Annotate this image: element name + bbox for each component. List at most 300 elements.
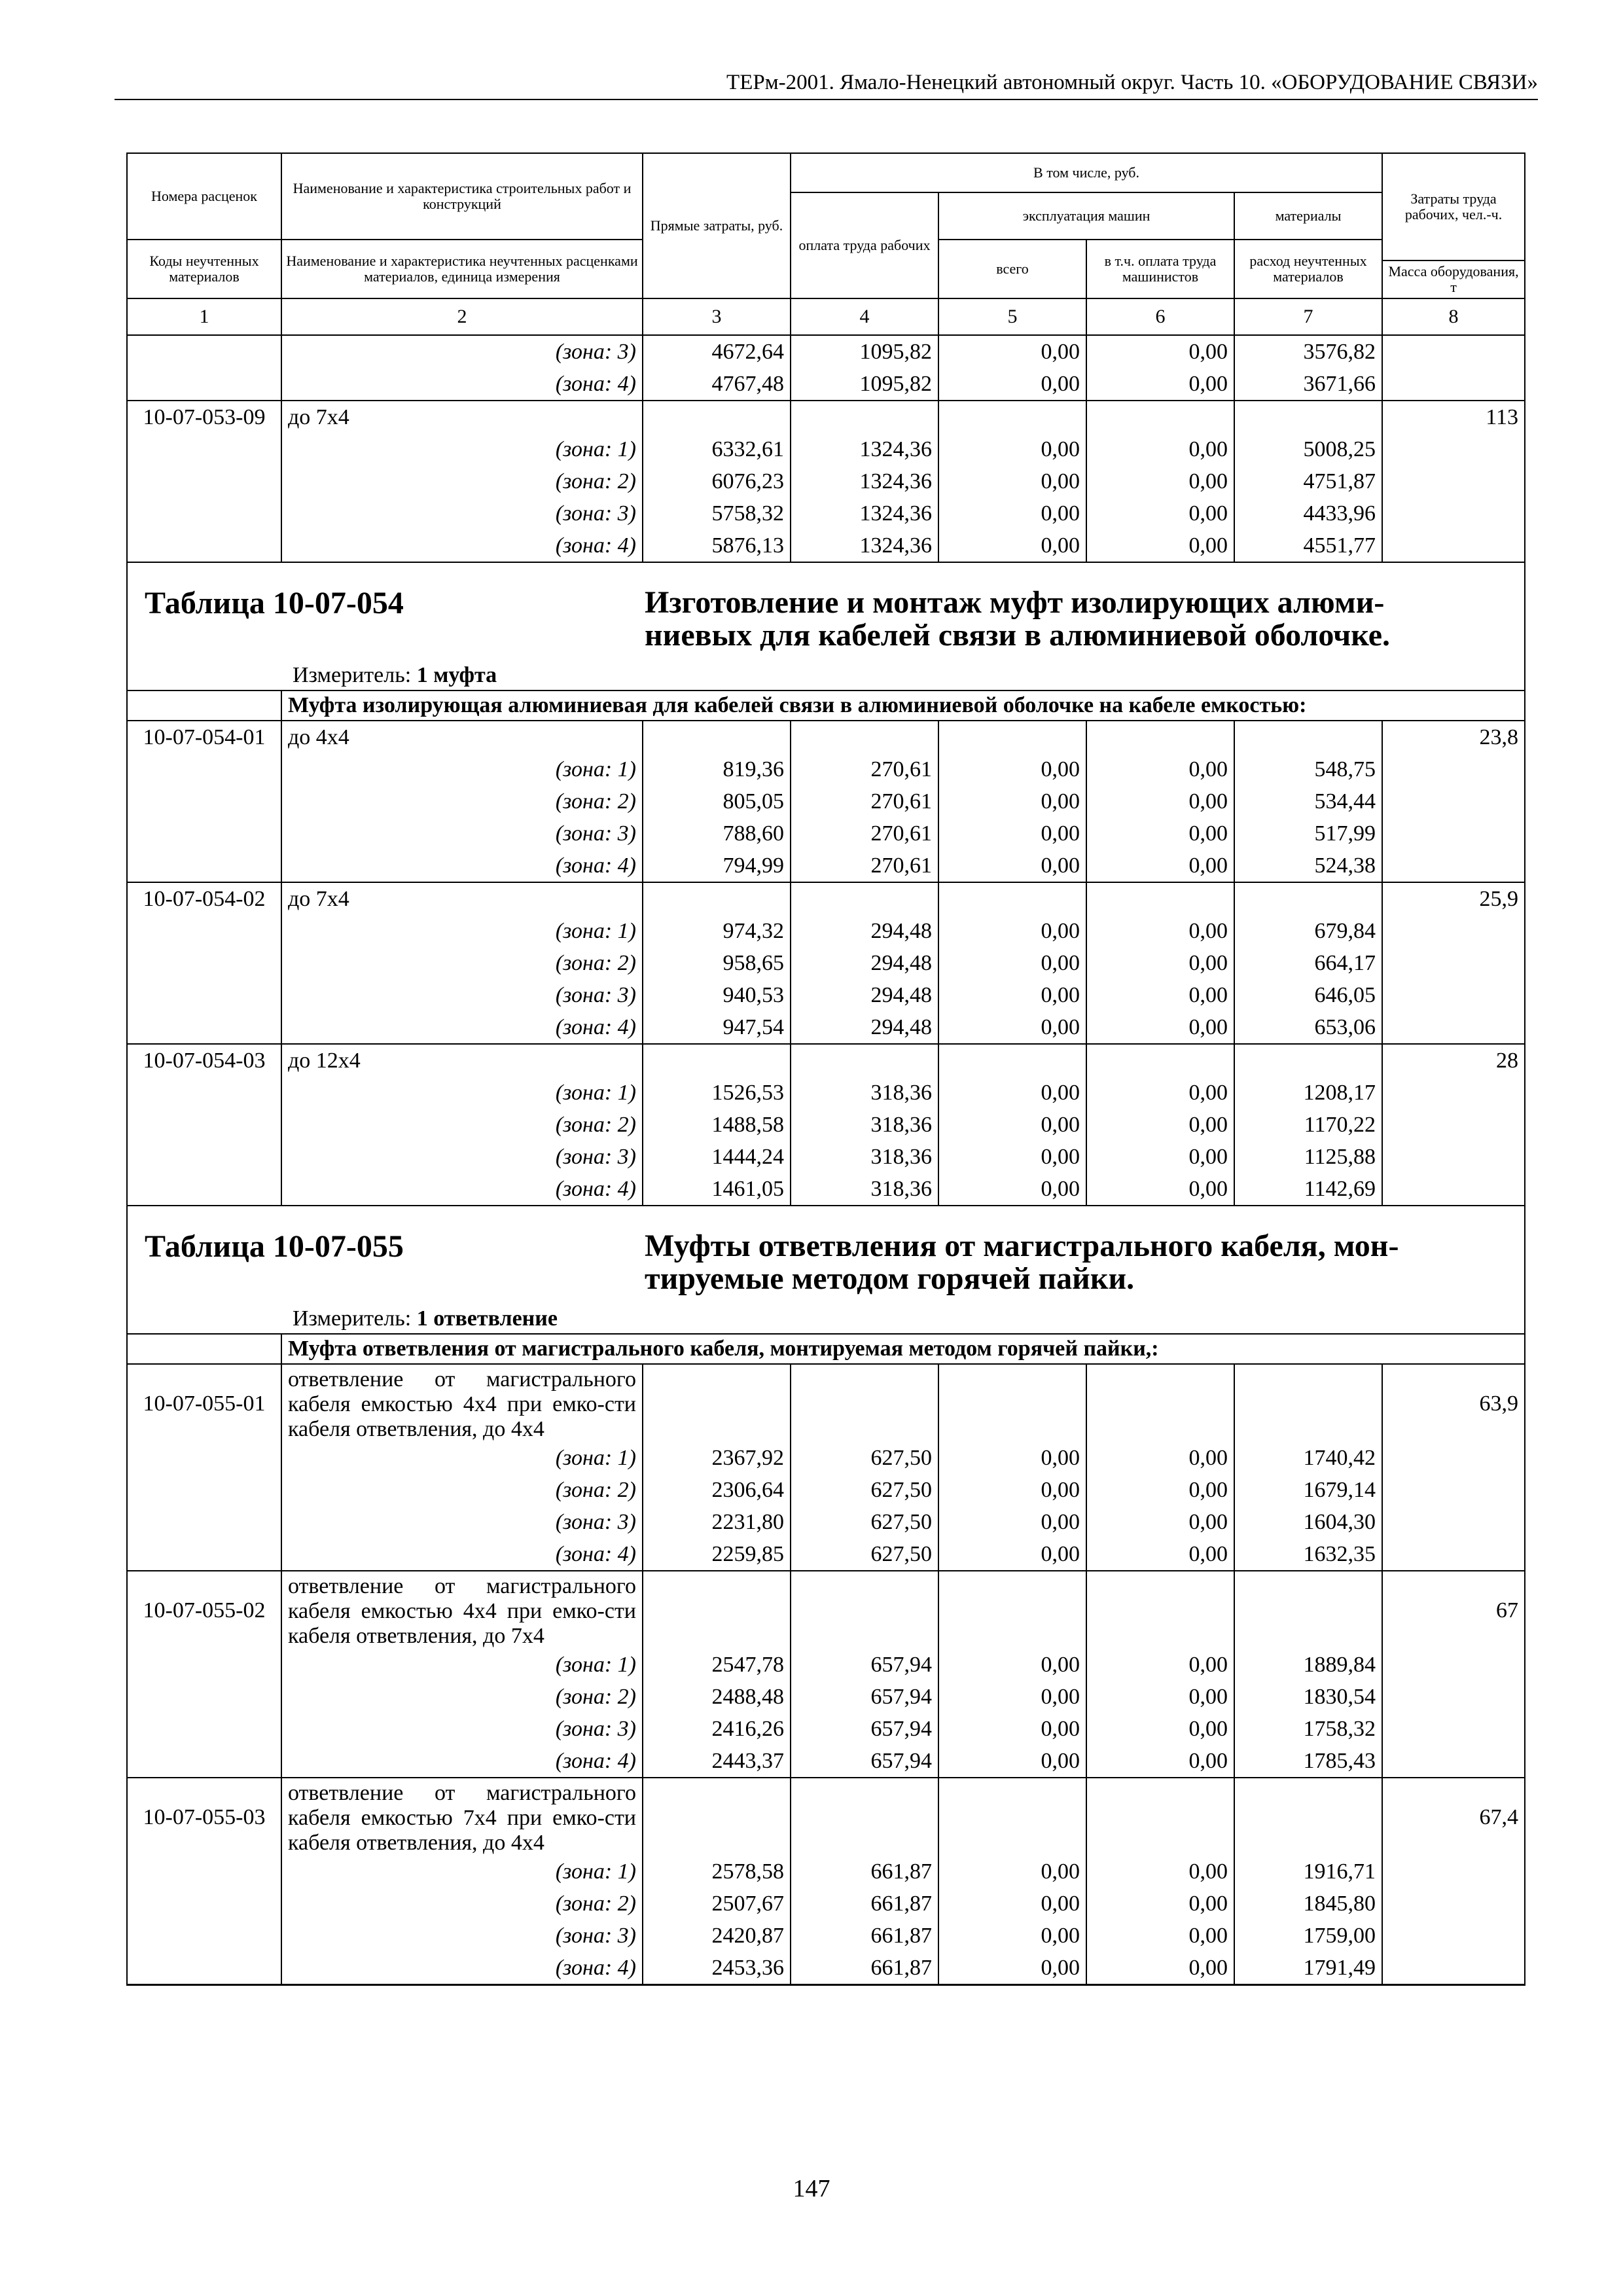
empty-cell [791,1778,938,1856]
col-material-name-header: Наименование и характеристика неучтенных расценками материалов, единица измерения [281,240,643,298]
operators-pay-value: 0,00 [1086,1141,1234,1173]
operators-pay-value: 0,00 [1086,335,1234,368]
labor-pay-value: 661,87 [791,1856,938,1888]
column-index: 7 [1234,298,1382,335]
rate-code-cell [127,1745,281,1778]
labor-pay-value: 661,87 [791,1952,938,1985]
labor-hours-cell [1382,785,1525,817]
zone-label: (зона: 2) [281,1681,643,1713]
col-labor-pay-header: оплата труда рабочих [791,192,938,298]
column-index: 4 [791,298,938,335]
direct-costs-value: 2259,85 [643,1538,791,1571]
machines-header: эксплуатация машин [938,192,1234,240]
rate-item-row [127,1044,1525,1077]
empty-cell [938,1044,1086,1077]
table-row [127,785,1525,817]
labor-hours-cell [1382,1681,1525,1713]
rate-code-cell [127,1888,281,1920]
direct-costs-value: 4672,64 [643,335,791,368]
rate-name: до 4x4 [281,721,643,753]
labor-hours-cell [1382,1109,1525,1141]
section-subheader-row [127,1334,1525,1364]
labor-pay-value: 661,87 [791,1888,938,1920]
rate-item-row [127,1778,1525,1856]
labor-pay-value: 1324,36 [791,465,938,497]
materials-value: 4751,87 [1234,465,1382,497]
rates-table [126,152,1525,1986]
rate-code-cell [127,1538,281,1571]
zone-label: (зона: 3) [281,1920,643,1952]
labor-hours-value: 67,4 [1382,1778,1525,1856]
zone-label: (зона: 4) [281,1745,643,1778]
labor-pay-value: 657,94 [791,1681,938,1713]
rate-code: 10-07-053-09 [127,401,281,433]
labor-pay-value: 1095,82 [791,335,938,368]
materials-value: 653,06 [1234,1011,1382,1044]
empty-cell [791,401,938,433]
labor-hours-cell [1382,433,1525,465]
table-row [127,1649,1525,1681]
labor-pay-value: 318,36 [791,1173,938,1206]
direct-costs-value: 805,05 [643,785,791,817]
operators-pay-value: 0,00 [1086,1474,1234,1506]
labor-pay-value: 1095,82 [791,368,938,401]
measurement-value: 1 муфта [416,663,497,687]
materials-value: 679,84 [1234,915,1382,947]
empty-cell [938,1364,1086,1442]
zone-label: (зона: 4) [281,1173,643,1206]
labor-pay-value: 627,50 [791,1538,938,1571]
machines-total-value: 0,00 [938,368,1086,401]
direct-costs-value: 2443,37 [643,1745,791,1778]
col-machines-total-header: всего [938,240,1086,298]
rate-name: ответвление от магистрального кабеля емкостью 4x4 при емко-сти кабеля ответвления, до 7x4 [281,1571,643,1649]
rate-code-cell [127,947,281,979]
rate-item-row [127,882,1525,915]
empty-cell [1086,1044,1234,1077]
zone-label: (зона: 1) [281,1077,643,1109]
table-row [127,1474,1525,1506]
operators-pay-value: 0,00 [1086,817,1234,850]
direct-costs-value: 1444,24 [643,1141,791,1173]
labor-hours-value: 28 [1382,1044,1525,1077]
zone-label: (зона: 1) [281,1649,643,1681]
rate-code-cell [127,1856,281,1888]
empty-cell [791,882,938,915]
materials-value: 524,38 [1234,850,1382,882]
direct-costs-value: 2416,26 [643,1713,791,1745]
machines-total-value: 0,00 [938,1649,1086,1681]
labor-pay-value: 627,50 [791,1474,938,1506]
table-row [127,753,1525,785]
table-row [127,947,1525,979]
materials-value: 5008,25 [1234,433,1382,465]
direct-costs-value: 2367,92 [643,1442,791,1474]
labor-pay-value: 294,48 [791,979,938,1011]
labor-hours-cell [1382,1920,1525,1952]
rate-code-cell [127,1649,281,1681]
col-equipment-mass-header: Масса оборудования, т [1382,260,1525,298]
materials-value: 1679,14 [1234,1474,1382,1506]
table-title: Изготовление и монтаж муфт изолирующих алюми-ниевых для кабелей связи в алюминиевой оболочке. [645,585,1390,653]
measurement-label: Измеритель: [293,663,412,687]
machines-total-value: 0,00 [938,1920,1086,1952]
materials-value: 1785,43 [1234,1745,1382,1778]
empty-cell [1234,1571,1382,1649]
labor-hours-cell [1382,529,1525,562]
rate-code: 10-07-054-01 [127,721,281,753]
empty-cell [938,1778,1086,1856]
zone-label: (зона: 3) [281,1141,643,1173]
labor-hours-cell [1382,1442,1525,1474]
zone-label: (зона: 2) [281,1109,643,1141]
table-title: Муфты ответвления от магистрального кабеля, мон-тируемые методом горячей пайки. [645,1229,1399,1296]
table-row [127,529,1525,562]
labor-hours-value: 25,9 [1382,882,1525,915]
operators-pay-value: 0,00 [1086,979,1234,1011]
table-row [127,433,1525,465]
labor-hours-cell [1382,1011,1525,1044]
table-row [127,1920,1525,1952]
zone-label: (зона: 2) [281,1474,643,1506]
zone-label: (зона: 1) [281,1442,643,1474]
section-subheader-row [127,691,1525,721]
empty-cell [791,1571,938,1649]
materials-value: 1208,17 [1234,1077,1382,1109]
operators-pay-value: 0,00 [1086,915,1234,947]
zone-label: (зона: 1) [281,915,643,947]
zone-label: (зона: 4) [281,368,643,401]
empty-cell [1234,1778,1382,1856]
machines-total-value: 0,00 [938,1506,1086,1538]
materials-value: 1889,84 [1234,1649,1382,1681]
table-row [127,335,1525,368]
operators-pay-value: 0,00 [1086,1888,1234,1920]
table-row [127,1952,1525,1985]
empty-cell [791,1044,938,1077]
labor-pay-value: 627,50 [791,1442,938,1474]
rate-item-row [127,401,1525,433]
col-direct-costs-header: Прямые затраты, руб. [643,153,791,298]
direct-costs-value: 2578,58 [643,1856,791,1888]
rate-code-cell [127,785,281,817]
machines-total-value: 0,00 [938,1952,1086,1985]
rate-code-cell [127,850,281,882]
labor-hours-cell [1382,1173,1525,1206]
rate-code-cell [127,1474,281,1506]
measurement-unit [128,652,1524,690]
direct-costs-value: 2453,36 [643,1952,791,1985]
rate-code-cell [127,1506,281,1538]
table-row [127,1011,1525,1044]
rate-code-cell [127,979,281,1011]
empty-cell [643,721,791,753]
labor-pay-value: 661,87 [791,1920,938,1952]
labor-hours-cell [1382,1141,1525,1173]
table-title-block [127,562,1525,691]
materials-value: 4433,96 [1234,497,1382,529]
zone-label: (зона: 3) [281,335,643,368]
operators-pay-value: 0,00 [1086,497,1234,529]
rate-code-cell [127,915,281,947]
operators-pay-value: 0,00 [1086,1109,1234,1141]
operators-pay-value: 0,00 [1086,1952,1234,1985]
empty-cell [938,882,1086,915]
operators-pay-value: 0,00 [1086,529,1234,562]
direct-costs-value: 1526,53 [643,1077,791,1109]
machines-total-value: 0,00 [938,1077,1086,1109]
zone-label: (зона: 3) [281,979,643,1011]
empty-cell [1086,721,1234,753]
rate-code-cell [127,817,281,850]
table-header [127,153,1525,335]
direct-costs-value: 2231,80 [643,1506,791,1538]
direct-costs-value: 947,54 [643,1011,791,1044]
labor-hours-cell [1382,753,1525,785]
table-row [127,465,1525,497]
operators-pay-value: 0,00 [1086,1173,1234,1206]
zone-label: (зона: 1) [281,753,643,785]
zone-label: (зона: 2) [281,785,643,817]
empty-cell [643,1044,791,1077]
zone-label: (зона: 4) [281,529,643,562]
rate-name: до 7x4 [281,401,643,433]
empty-cell [1086,1571,1234,1649]
materials-value: 534,44 [1234,785,1382,817]
labor-pay-value: 657,94 [791,1745,938,1778]
direct-costs-value: 788,60 [643,817,791,850]
labor-pay-value: 1324,36 [791,497,938,529]
empty-cell [643,401,791,433]
materials-header: материалы [1234,192,1382,240]
labor-pay-value: 318,36 [791,1077,938,1109]
table-row [127,817,1525,850]
machines-total-value: 0,00 [938,529,1086,562]
empty-cell [127,691,281,721]
operators-pay-value: 0,00 [1086,465,1234,497]
labor-hours-cell [1382,1649,1525,1681]
empty-cell [1234,721,1382,753]
rate-name: до 7x4 [281,882,643,915]
labor-hours-cell [1382,1506,1525,1538]
table-row [127,850,1525,882]
empty-cell [1234,882,1382,915]
col-unaccounted-materials-header: расход неучтенных материалов [1234,240,1382,298]
rate-code-cell [127,1077,281,1109]
labor-hours-cell [1382,335,1525,368]
table-row [127,1442,1525,1474]
direct-costs-value: 2488,48 [643,1681,791,1713]
empty-cell [938,1571,1086,1649]
table-row [127,979,1525,1011]
table-number: Таблица 10-07-054 [145,586,404,620]
empty-cell [1234,401,1382,433]
labor-hours-cell [1382,1952,1525,1985]
materials-value: 4551,77 [1234,529,1382,562]
column-index-row [127,298,1525,335]
column-index: 8 [1382,298,1525,335]
empty-cell [1086,882,1234,915]
operators-pay-value: 0,00 [1086,368,1234,401]
machines-total-value: 0,00 [938,979,1086,1011]
direct-costs-value: 4767,48 [643,368,791,401]
operators-pay-value: 0,00 [1086,1011,1234,1044]
direct-costs-value: 2507,67 [643,1888,791,1920]
materials-value: 1830,54 [1234,1681,1382,1713]
rate-code-cell [127,1713,281,1745]
machines-total-value: 0,00 [938,1888,1086,1920]
rate-code: 10-07-055-01 [127,1364,281,1442]
direct-costs-value: 2306,64 [643,1474,791,1506]
materials-value: 1758,32 [1234,1713,1382,1745]
machines-total-value: 0,00 [938,1713,1086,1745]
rate-code-cell [127,1920,281,1952]
machines-total-value: 0,00 [938,1109,1086,1141]
machines-total-value: 0,00 [938,1173,1086,1206]
rate-code: 10-07-054-03 [127,1044,281,1077]
col-material-codes-header: Коды неучтенных материалов [127,240,281,298]
table-number: Таблица 10-07-055 [145,1229,404,1264]
materials-value: 1632,35 [1234,1538,1382,1571]
table-row [127,1713,1525,1745]
column-index: 5 [938,298,1086,335]
table-row [127,368,1525,401]
materials-value: 3671,66 [1234,368,1382,401]
rate-code-cell [127,1011,281,1044]
labor-pay-value: 270,61 [791,753,938,785]
zone-label: (зона: 4) [281,1011,643,1044]
col-rate-number-header: Номера расценок [127,153,281,240]
rate-code-cell [127,465,281,497]
col-labor-hours-header: Затраты труда рабочих, чел.-ч. [1382,153,1525,260]
machines-total-value: 0,00 [938,1745,1086,1778]
labor-pay-value: 1324,36 [791,433,938,465]
column-index: 3 [643,298,791,335]
empty-cell [1234,1044,1382,1077]
machines-total-value: 0,00 [938,915,1086,947]
empty-cell [643,1364,791,1442]
operators-pay-value: 0,00 [1086,753,1234,785]
zone-label: (зона: 2) [281,947,643,979]
materials-value: 1740,42 [1234,1442,1382,1474]
zone-label: (зона: 1) [281,1856,643,1888]
zone-label: (зона: 2) [281,465,643,497]
direct-costs-value: 1461,05 [643,1173,791,1206]
rate-code: 10-07-055-03 [127,1778,281,1856]
empty-cell [643,882,791,915]
empty-cell [791,1364,938,1442]
machines-total-value: 0,00 [938,817,1086,850]
empty-cell [127,1334,281,1364]
operators-pay-value: 0,00 [1086,785,1234,817]
table-row [127,915,1525,947]
rate-code-cell [127,1173,281,1206]
zone-label: (зона: 1) [281,433,643,465]
labor-hours-cell [1382,1888,1525,1920]
labor-pay-value: 627,50 [791,1506,938,1538]
rate-code-cell [127,433,281,465]
direct-costs-value: 2420,87 [643,1920,791,1952]
materials-value: 3576,82 [1234,335,1382,368]
running-header [115,71,1538,100]
machines-total-value: 0,00 [938,850,1086,882]
machines-total-value: 0,00 [938,1856,1086,1888]
materials-value: 1125,88 [1234,1141,1382,1173]
labor-pay-value: 294,48 [791,1011,938,1044]
operators-pay-value: 0,00 [1086,1681,1234,1713]
materials-value: 646,05 [1234,979,1382,1011]
labor-pay-value: 270,61 [791,785,938,817]
labor-hours-cell [1382,1077,1525,1109]
labor-hours-value: 23,8 [1382,721,1525,753]
labor-pay-value: 1324,36 [791,529,938,562]
table-row [127,1506,1525,1538]
col-work-name-header: Наименование и характеристика строительных работ и конструкций [281,153,643,240]
col-operators-pay-header: в т.ч. оплата труда машинистов [1086,240,1234,298]
rate-code-cell [127,1442,281,1474]
table-title-row [127,562,1525,691]
table-row [127,1141,1525,1173]
column-index: 2 [281,298,643,335]
machines-total-value: 0,00 [938,335,1086,368]
rate-code-cell [127,1141,281,1173]
measurement-unit [128,1295,1524,1333]
operators-pay-value: 0,00 [1086,1745,1234,1778]
machines-total-value: 0,00 [938,753,1086,785]
zone-label: (зона: 3) [281,497,643,529]
direct-costs-value: 940,53 [643,979,791,1011]
labor-hours-cell [1382,497,1525,529]
table-row [127,1173,1525,1206]
table-row [127,1109,1525,1141]
labor-hours-cell [1382,1745,1525,1778]
rate-name: ответвление от магистрального кабеля емкостью 7x4 при емко-сти кабеля ответвления, до 4x4 [281,1778,643,1856]
operators-pay-value: 0,00 [1086,1442,1234,1474]
machines-total-value: 0,00 [938,785,1086,817]
labor-pay-value: 318,36 [791,1109,938,1141]
labor-hours-cell [1382,817,1525,850]
direct-costs-value: 1488,58 [643,1109,791,1141]
labor-pay-value: 270,61 [791,817,938,850]
operators-pay-value: 0,00 [1086,1077,1234,1109]
zone-label: (зона: 4) [281,1538,643,1571]
labor-pay-value: 294,48 [791,947,938,979]
empty-cell [643,1778,791,1856]
table-title-row [127,1206,1525,1334]
labor-pay-value: 657,94 [791,1713,938,1745]
measurement-label: Измеритель: [293,1306,412,1331]
machines-total-value: 0,00 [938,947,1086,979]
materials-value: 1916,71 [1234,1856,1382,1888]
rate-code-cell [127,335,281,368]
labor-hours-cell [1382,1474,1525,1506]
table-row [127,1538,1525,1571]
empty-cell [1086,1364,1234,1442]
rate-code-cell [127,1109,281,1141]
rate-code-cell [127,497,281,529]
materials-value: 517,99 [1234,817,1382,850]
direct-costs-value: 6076,23 [643,465,791,497]
column-index: 1 [127,298,281,335]
zone-label: (зона: 4) [281,1952,643,1985]
zone-label: (зона: 2) [281,1888,643,1920]
labor-pay-value: 270,61 [791,850,938,882]
labor-hours-cell [1382,915,1525,947]
operators-pay-value: 0,00 [1086,1920,1234,1952]
table-title-block [127,1206,1525,1334]
machines-total-value: 0,00 [938,433,1086,465]
page-number: 147 [793,2175,830,2202]
